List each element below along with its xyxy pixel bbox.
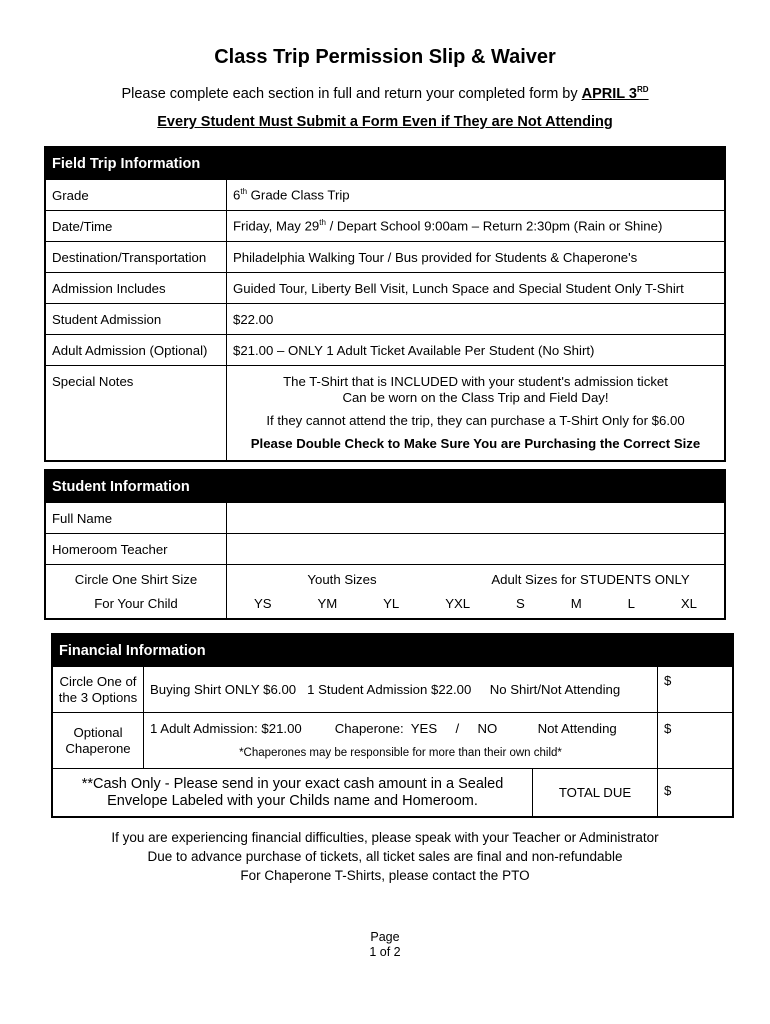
chaperone-no[interactable]: NO [477, 721, 498, 736]
page-count: 1 of 2 [369, 945, 401, 959]
purchase-options [144, 667, 658, 713]
size-yl[interactable]: YL [383, 595, 400, 611]
special-notes-value [227, 366, 725, 461]
chaperone-amount-field[interactable]: $ [658, 713, 733, 769]
date-label: Date/Time [46, 211, 227, 242]
chaperone-question: Chaperone: [334, 721, 404, 736]
chaperone-label: Optional Chaperone [53, 713, 144, 769]
financial-table [52, 634, 733, 817]
student-admission-label: Student Admission [46, 304, 227, 335]
financial-header: Financial Information [53, 635, 733, 667]
total-due-label: TOTAL DUE [533, 769, 658, 817]
includes-label: Admission Includes [46, 273, 227, 304]
circle-options-label: Circle One of the 3 Options [53, 667, 144, 713]
footer-line-1: If you are experiencing financial difficulties, please speak with your Teacher or Administrator [111, 830, 659, 845]
homeroom-label: Homeroom Teacher [46, 534, 227, 565]
size-s[interactable]: S [516, 595, 525, 611]
destination-label: Destination/Transportation [46, 242, 227, 273]
deadline-date: APRIL 3RD [581, 85, 649, 102]
size-xl[interactable]: XL [680, 595, 698, 611]
subtitle [0, 85, 770, 102]
adult-admission-value: $21.00 – ONLY 1 Adult Ticket Available Per Student (No Shirt) [227, 335, 725, 366]
footer-line-3: For Chaperone T-Shirts, please contact the PTO [240, 868, 530, 883]
field-trip-header: Field Trip Information [46, 148, 725, 180]
student-header: Student Information [46, 471, 725, 503]
homeroom-field[interactable] [227, 534, 725, 565]
cash-only-note: **Cash Only - Please send in your exact cash amount in a Sealed Envelope Labeled with your Childs name and Homeroom. [53, 769, 533, 817]
grade-label: Grade [46, 180, 227, 211]
chaperone-slash: / [455, 721, 460, 736]
chaperone-note: *Chaperones may be responsible for more than their own child* [239, 747, 562, 759]
youth-sizes-label: Youth Sizes [307, 571, 377, 587]
option-not-attending[interactable]: No Shirt/Not Attending [489, 682, 621, 697]
full-name-label: Full Name [46, 503, 227, 534]
option-student-admission[interactable]: 1 Student Admission $22.00 [307, 682, 472, 697]
notes-line-2: Can be worn on the Class Trip and Field Day! [342, 390, 609, 405]
chaperone-not-attending[interactable]: Not Attending [537, 721, 617, 736]
page-title: Class Trip Permission Slip & Waiver [214, 46, 556, 68]
chaperone-admission[interactable]: 1 Adult Admission: $21.00 [150, 721, 302, 736]
notes-line-3: If they cannot attend the trip, they can purchase a T-Shirt Only for $6.00 [266, 413, 685, 428]
size-ys[interactable]: YS [253, 595, 272, 611]
date-value: Friday, May 29th / Depart School 9:00am – Return 2:30pm (Rain or Shine) [227, 211, 725, 242]
shirt-size-options [227, 565, 725, 619]
student-table [45, 470, 725, 619]
page-label: Page [370, 930, 400, 944]
special-notes-label: Special Notes [46, 366, 227, 461]
notes-line-4: Please Double Check to Make Sure You are Purchasing the Correct Size [250, 436, 701, 451]
adult-sizes-label: Adult Sizes for STUDENTS ONLY [491, 571, 690, 587]
full-name-field[interactable] [227, 503, 725, 534]
adult-admission-label: Adult Admission (Optional) [46, 335, 227, 366]
destination-value: Philadelphia Walking Tour / Bus provided for Students & Chaperone's [227, 242, 725, 273]
chaperone-yes[interactable]: YES [410, 721, 438, 736]
chaperone-options [144, 713, 658, 769]
includes-value: Guided Tour, Liberty Bell Visit, Lunch Space and Special Student Only T-Shirt [227, 273, 725, 304]
size-yxl[interactable]: YXL [445, 595, 471, 611]
notes-line-1: The T-Shirt that is INCLUDED with your student's admission ticket [283, 374, 668, 389]
size-m[interactable]: M [570, 595, 582, 611]
size-l[interactable]: L [627, 595, 635, 611]
size-ym[interactable]: YM [317, 595, 338, 611]
size-list [227, 592, 724, 616]
student-admission-value: $22.00 [227, 304, 725, 335]
footer-line-2: Due to advance purchase of tickets, all ticket sales are final and non-refundable [147, 849, 623, 864]
must-submit-notice: Every Student Must Submit a Form Even if They are Not Attending [157, 114, 613, 130]
subtitle-text: Please complete each section in full and return your completed form by [121, 85, 582, 102]
field-trip-table [45, 147, 725, 461]
option-shirt-only[interactable]: Buying Shirt ONLY $6.00 [150, 682, 297, 697]
grade-value: 6th Grade Class Trip [227, 180, 725, 211]
total-due-field[interactable]: $ [658, 769, 733, 817]
options-amount-field[interactable]: $ [658, 667, 733, 713]
shirt-size-label: Circle One Shirt Size For Your Child [46, 565, 227, 619]
